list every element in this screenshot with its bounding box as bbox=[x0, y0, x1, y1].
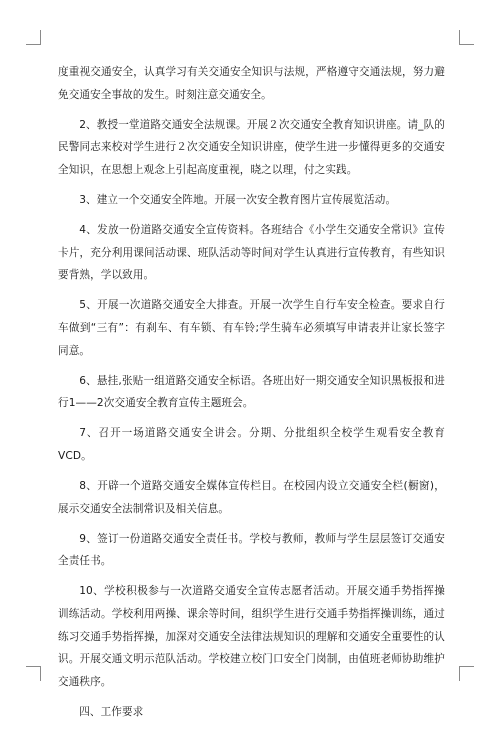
paragraph-item-9: 9、签订一份道路交通安全责任书。学校与教师，教师与学生层层签订交通安全责任书。 bbox=[58, 532, 445, 568]
paragraph-item-7: 7、召开一场道路交通安全讲会。分期、分批组织全校学生观看安全教育VCD。 bbox=[58, 427, 445, 462]
paragraph-item-2: 2、教授一堂道路交通安全法规课。开展２次交通安全教育知识讲座。请_队的民警同志来校对学生进行２次交通安全知识讲座，使学生进一步懂得更多的交通安全知识，在思想上观念上引起高度重视，晓之以理，付之实践。 bbox=[58, 118, 445, 176]
paragraph-item-3: 3、建立一个交通安全阵地。开展一次安全教育图片宣传展览活动。 bbox=[79, 193, 397, 206]
paragraph-item-4: 4、发放一份道路交通安全宣传资料。各班结合《小学生交通安全常识》宣传卡片，充分利用课间活动课、班队活动等时间对学生认真进行宣传教育，有些知识要背熟，学以致用。 bbox=[58, 224, 445, 282]
paragraph-item-6: 6、悬挂,张贴一组道路交通安全标语。各班出好一期交通安全知识黑板报和进行1——2次交通安全教育宣传主题班会。 bbox=[58, 374, 445, 410]
section-heading-work-requirements: 四、工作要求 bbox=[79, 705, 144, 718]
paragraph-item-5: 5、开展一次道路交通安全大排查。开展一次学生自行车安全检查。要求自行车做到“三有”：有刹车、有车锁、有车铃;学生骑车必须填写申请表并让家长签字同意。 bbox=[58, 299, 445, 357]
crop-mark-top-left bbox=[26, 30, 41, 45]
crop-mark-top-right bbox=[459, 30, 474, 45]
paragraph-item-10: 10、学校积极参与一次道路交通安全宣传志愿者活动。开展交通手势指挥操训练活动。学校利用两操、课余等时间，组织学生进行交通手势指挥操训练，通过练习交通手势指挥操，加深对交通安全法律法规知识的理解和交通安全重要性的认识。开展交通文明示范队活动。学校建立校门口安全门岗制，由值班老师协助维护交通秩序。 bbox=[58, 585, 445, 688]
crop-mark-bottom-left bbox=[26, 666, 41, 681]
paragraph-item-8: 8、开辟一个道路交通安全媒体宣传栏目。在校园内设立交通安全栏(橱窗)，展示交通安全法制常识及相关信息。 bbox=[58, 480, 445, 515]
paragraph-continued: 度重视交通安全，认真学习有关交通安全知识与法规，严格遵守交通法规，努力避免交通安全事故的发生。时刻注意交通安全。 bbox=[58, 66, 445, 101]
crop-mark-bottom-right bbox=[459, 666, 474, 681]
document-body bbox=[58, 61, 445, 731]
